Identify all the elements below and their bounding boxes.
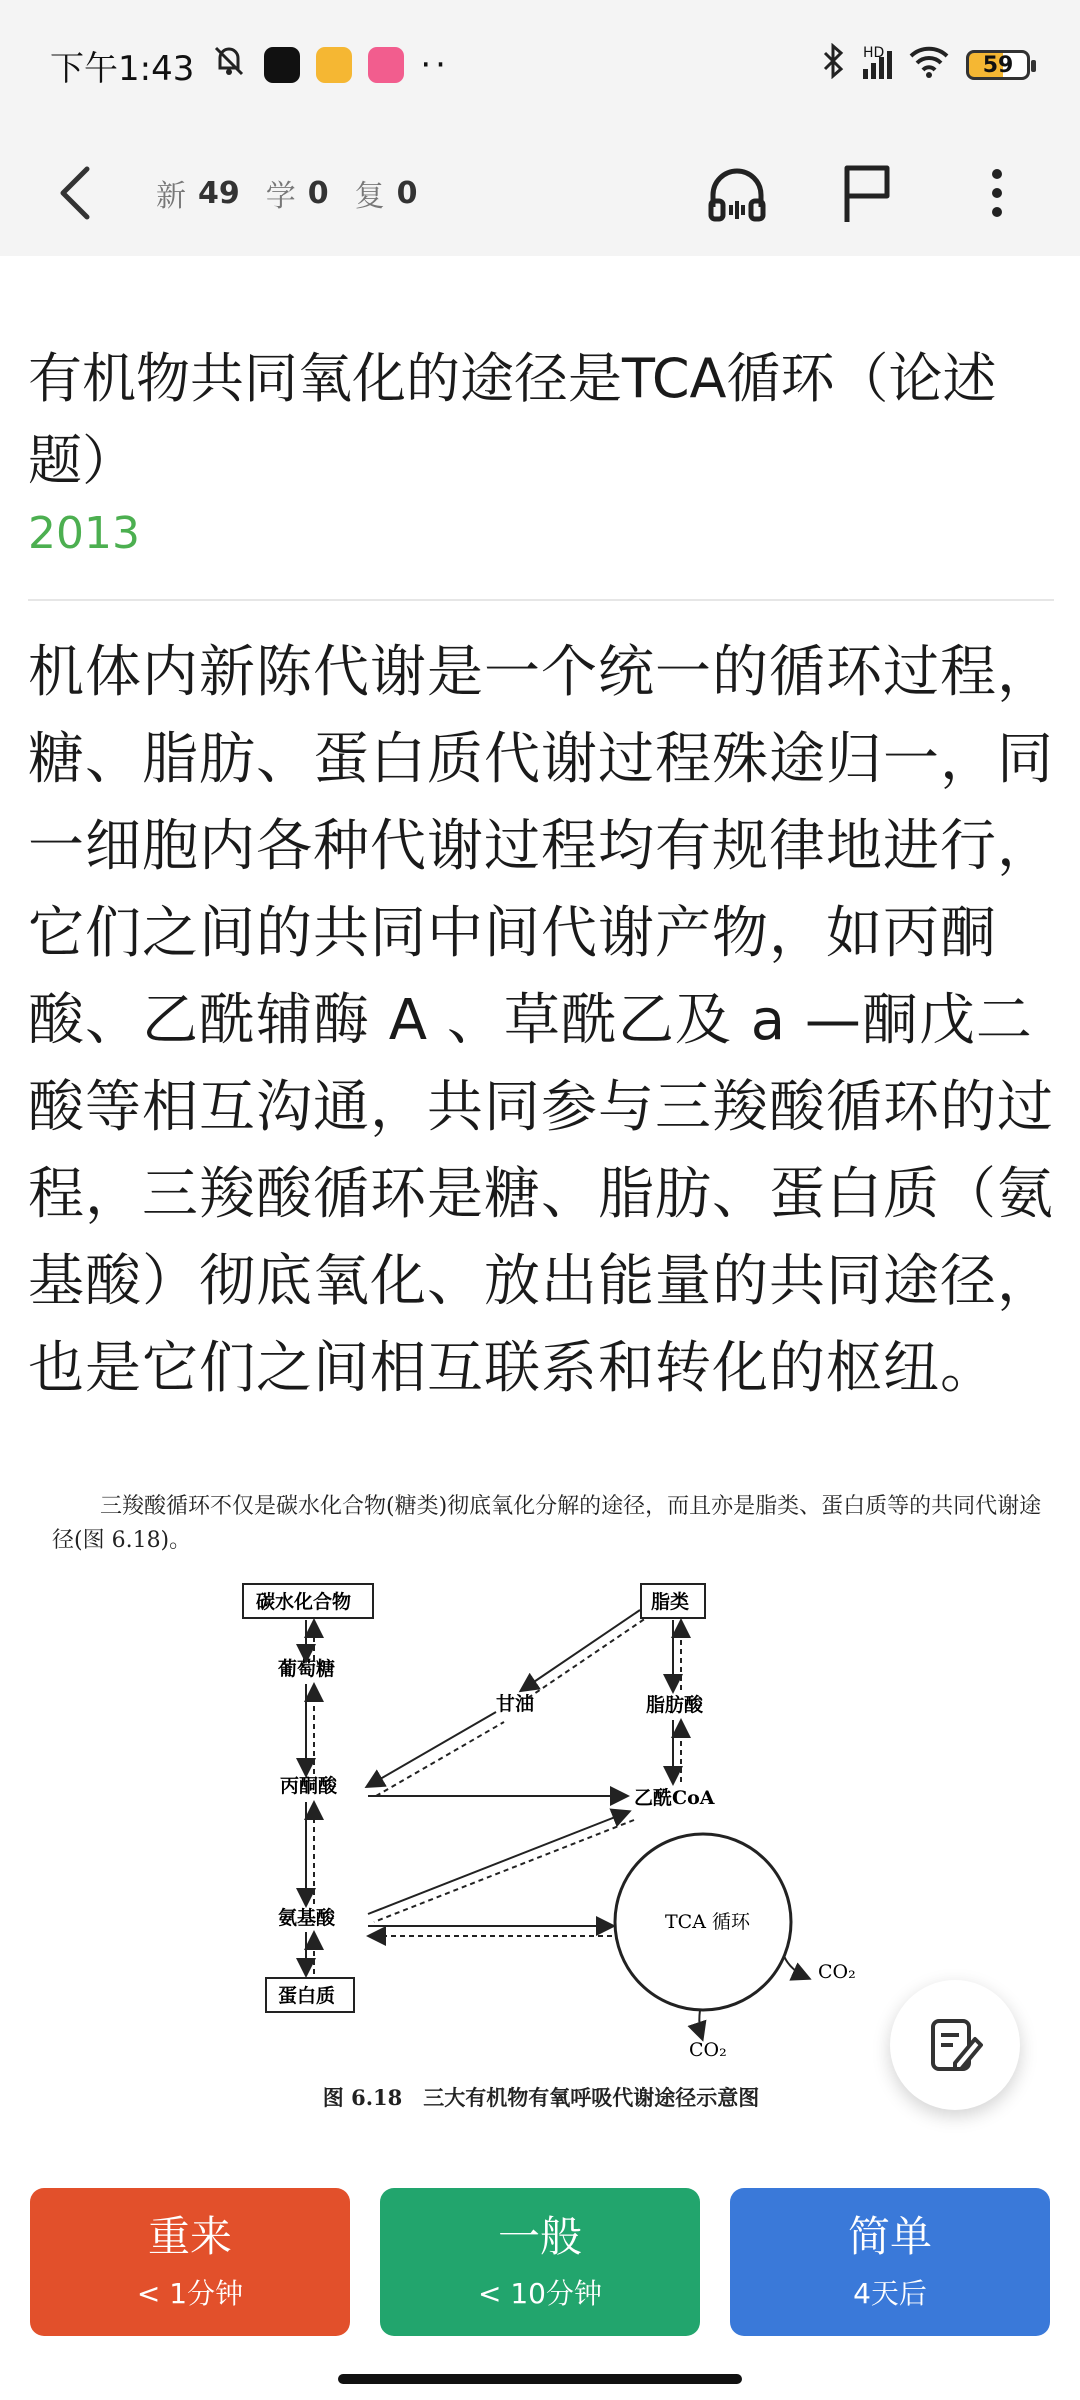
- grade-good-button[interactable]: [380, 2188, 700, 2336]
- review-count: 0: [396, 175, 418, 211]
- node-co2-right: CO₂: [818, 1961, 856, 1983]
- grade-easy-label: 简单: [847, 2212, 932, 2261]
- learn-count: 0: [307, 175, 329, 211]
- node-protein: 蛋白质: [278, 1985, 336, 2007]
- more-vertical-icon: [990, 168, 1004, 218]
- grade-again-button[interactable]: [30, 2188, 350, 2336]
- node-tca: TCA 循环: [665, 1911, 750, 1933]
- node-fatty-acid: 脂肪酸: [646, 1694, 704, 1716]
- status-time: 下午1:43: [50, 48, 195, 89]
- node-amino-acid: 氨基酸: [278, 1907, 336, 1929]
- flag-icon: [839, 162, 895, 224]
- status-left: [50, 41, 450, 90]
- new-label: 新: [156, 179, 186, 214]
- learn-label: 学: [265, 179, 296, 214]
- answer-text: 机体内新陈代谢是一个统一的循环过程，糖、脂肪、蛋白质代谢过程殊途归一，同一细胞内各种代谢过程均有规律地进行，它们之间的共同中间代谢产物，如丙酮酸、乙酰辅酶 A 、草酰乙及 a —酮戊二酸等相互沟通，共同参与三羧酸循环的过程，三羧酸循环是糖、脂肪、蛋白质（氨基酸）彻底氧化、放出能量的共同途径，也是它们之间相互联系和转化的枢纽。: [28, 640, 1054, 1401]
- question-text: 有机物共同氧化的途径是TCA循环（论述题）: [28, 347, 997, 492]
- edit-note-icon: [925, 2015, 985, 2075]
- back-arrow-icon: [55, 163, 95, 223]
- node-glycerol: 甘油: [496, 1693, 535, 1715]
- bilibili-app-icon: [368, 47, 404, 83]
- grade-easy-interval: 4天后: [853, 2277, 927, 2310]
- flag-button[interactable]: [832, 158, 902, 228]
- node-glucose: 葡萄糖: [278, 1658, 336, 1680]
- more-notifications-icon: ··: [420, 45, 450, 85]
- grade-good-label: 一般: [497, 2212, 582, 2261]
- battery-indicator: 59: [966, 50, 1030, 80]
- card-toolbar: [0, 130, 1080, 256]
- node-acetyl-coa: 乙酰CoA: [634, 1787, 715, 1809]
- audio-button[interactable]: [702, 158, 772, 228]
- question-answer-divider: [28, 599, 1054, 601]
- status-bar: [0, 0, 1080, 130]
- deck-counts: [156, 171, 432, 215]
- grade-good-interval: < 10分钟: [478, 2277, 602, 2310]
- new-count: 49: [198, 175, 240, 211]
- wifi-icon: [908, 44, 950, 87]
- card-content: [28, 256, 1054, 1412]
- cell-signal-icon: HD: [863, 51, 892, 79]
- mute-icon: [210, 42, 248, 89]
- more-menu-button[interactable]: [962, 158, 1032, 228]
- notes-app-icon: [316, 47, 352, 83]
- home-indicator[interactable]: [338, 2374, 742, 2384]
- status-right: [821, 43, 1030, 88]
- grade-again-label: 重来: [147, 2212, 232, 2261]
- toolbar-actions: [702, 158, 1050, 228]
- review-label: 复: [354, 179, 385, 214]
- node-carbohydrate: 碳水化合物: [256, 1591, 352, 1613]
- grade-easy-button[interactable]: [730, 2188, 1050, 2336]
- figure-caption: 图 6.18 三大有机物有氧呼吸代谢途径示意图: [322, 2085, 760, 2110]
- question-year: 2013: [28, 508, 140, 559]
- headphones-icon: [705, 163, 769, 223]
- edit-note-button[interactable]: [890, 1980, 1020, 2110]
- grade-again-interval: < 1分钟: [136, 2277, 244, 2310]
- back-button[interactable]: [30, 148, 120, 238]
- node-lipid: 脂类: [651, 1591, 690, 1613]
- figure-intro-text: 三羧酸循环不仅是碳水化合物(糖类)彻底氧化分解的途径，而且亦是脂类、蛋白质等的共同代谢途径(图 6.18)。: [52, 1494, 1042, 1553]
- answer-grade-bar: [30, 2188, 1050, 2336]
- node-pyruvate: 丙酮酸: [280, 1775, 338, 1797]
- bluetooth-icon: [821, 43, 847, 88]
- tiktok-app-icon: [264, 47, 300, 83]
- node-co2-bottom: CO₂: [689, 2039, 727, 2061]
